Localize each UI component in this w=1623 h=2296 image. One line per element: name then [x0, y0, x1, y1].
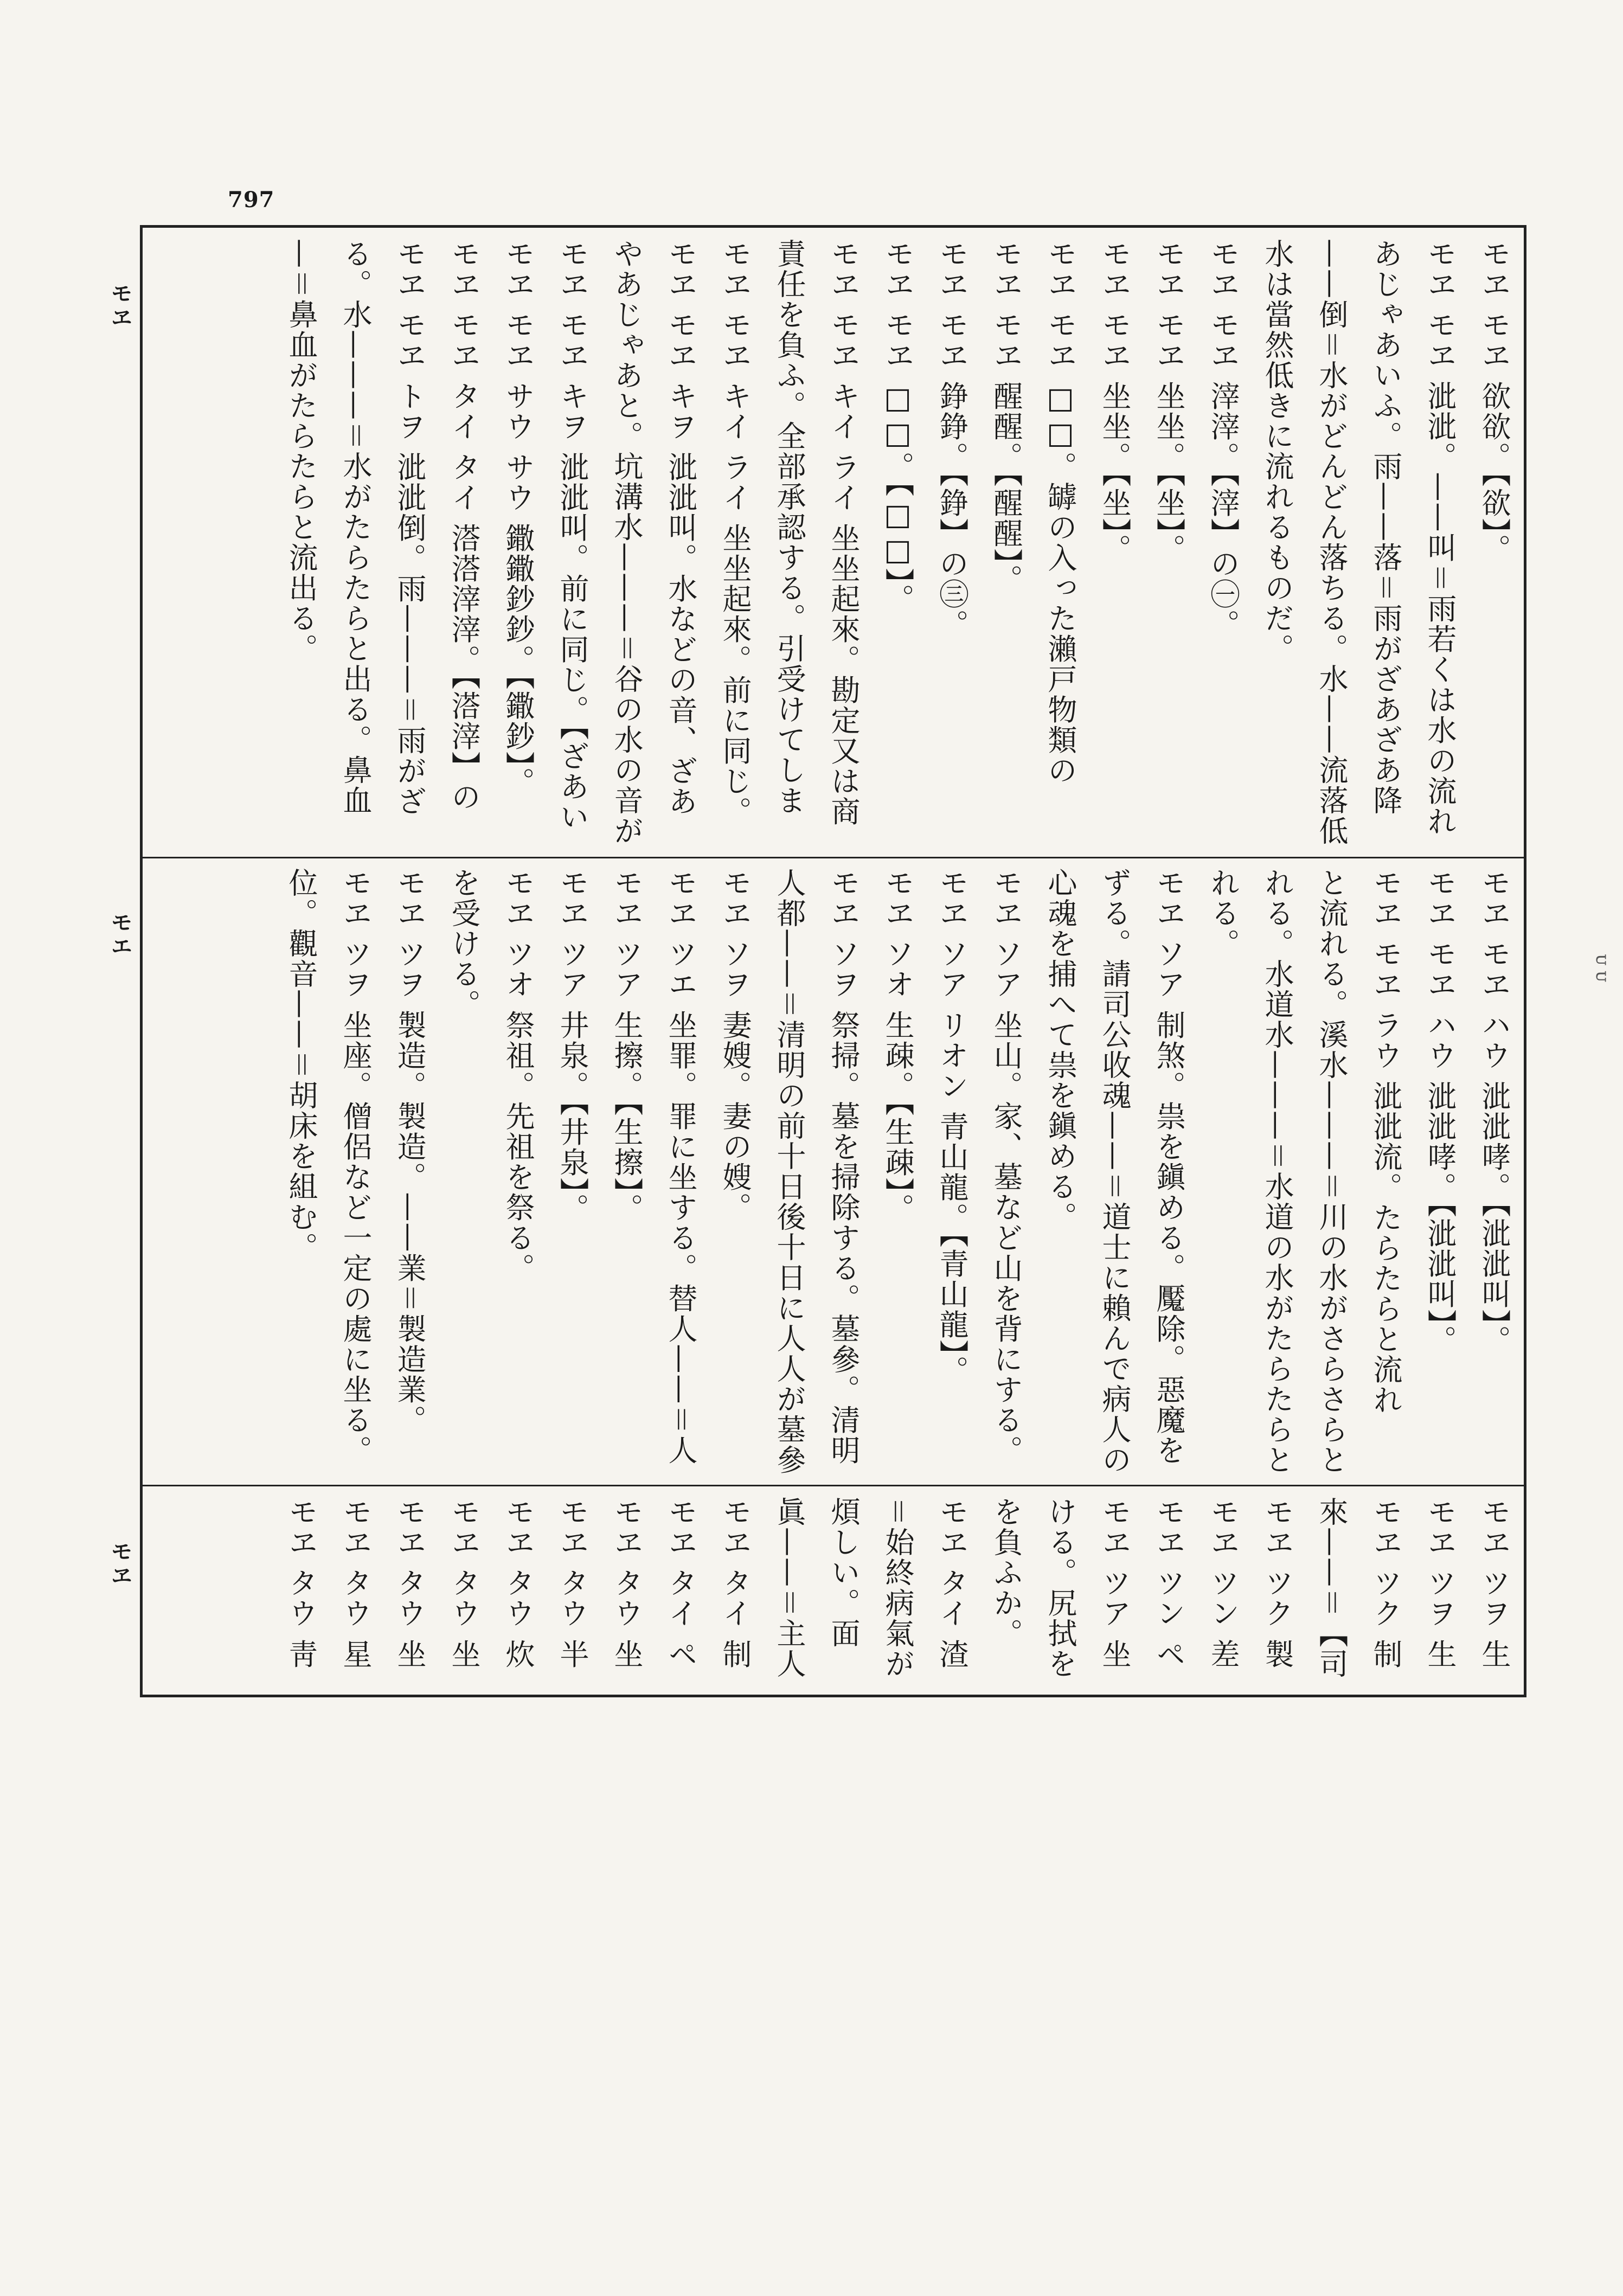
entry-column: モヱ タイ 制	[718, 1497, 752, 1670]
entry-column: モヱ タウ 半	[555, 1497, 589, 1670]
entry-column: モヱ ツク 製	[1260, 1497, 1294, 1670]
entry-column: モヱ モヱ □□。罅の入った瀨戸物類の	[1043, 239, 1077, 786]
entry-column: 人都——＝清明の前十日後十日に人人が墓參	[772, 868, 806, 1475]
section-mark-middle: モエ	[107, 911, 132, 959]
entry-column: ずる。請司公收魂——＝道士に賴んで病人の	[1098, 868, 1132, 1475]
entry-column: ——倒＝水がどんどん落ちる。水——流落低	[1314, 239, 1349, 846]
entry-column: モヱ モヱ 醒醒。【醒醒】。	[989, 239, 1023, 595]
entry-column: モヱ モヱ キイ ライ 坐坐起來。勘定又は商	[826, 239, 861, 827]
entry-column: る。水———＝水がたらたらと出る。鼻血	[338, 239, 373, 816]
entry-column: 心魂を捕へて祟を鎭める。	[1043, 868, 1077, 1232]
entry-band-top	[145, 239, 1521, 846]
entry-column: モヱ ソヲ 祭掃。墓を掃除する。墓參。清明	[826, 868, 861, 1466]
entry-column: モヱ ツヲ 生	[1423, 1497, 1457, 1670]
entry-column: ける。尻拭を	[1043, 1497, 1077, 1679]
entry-column: モヱ モヱ 欲欲。【欲】。	[1477, 239, 1511, 565]
entry-column: 煩しい。面	[826, 1497, 861, 1649]
entry-column: モヱ タウ 坐	[447, 1497, 481, 1670]
entry-column: を受ける。	[447, 868, 481, 1019]
band-divider	[140, 857, 1526, 858]
entry-column: モヱ モヱ 坐坐。【坐】。	[1152, 239, 1186, 565]
entry-column: モヱ ツヲ 生	[1477, 1497, 1511, 1670]
entry-column: モヱ モヱ キイ ライ 坐坐起來。前に同じ。	[718, 239, 752, 827]
entry-column: モヱ ツヲ 坐座。僧侶など一定の處に坐る。	[338, 868, 373, 1466]
margin-mark: ᴜ ᴜ	[1592, 954, 1613, 982]
entry-column: モヱ タイ ペ	[664, 1497, 698, 1670]
entry-column: モヱ ソヲ 妻嫂。妻の嫂。	[718, 868, 752, 1223]
entry-column: モヱ ツオ 祭祖。先祖を祭る。	[501, 868, 535, 1284]
entry-column: モヱ ソオ 生疎。【生疎】。	[881, 868, 915, 1224]
entry-column: モヱ タウ 靑	[284, 1497, 318, 1670]
entry-column: モヱ モヱ タイ タイ 溚溚滓滓。【溚滓】の	[447, 239, 481, 812]
entry-column: モヱ モヱ トヲ 泚泚倒。雨———＝雨がざ	[393, 239, 427, 817]
entry-column: 位。觀音——＝胡床を組む。	[284, 868, 318, 1262]
entry-column: れる。水道水———＝水道の水がたらたらと	[1260, 868, 1294, 1475]
section-mark-top: モヱ	[107, 282, 132, 330]
entry-column: モヱ モヱ キヲ 泚泚叫。前に同じ。【ざあい	[555, 239, 589, 832]
entry-column: モヱ タウ 星	[338, 1497, 373, 1670]
page-number: 797	[228, 187, 275, 213]
entry-column: モヱ ツア 坐	[1098, 1497, 1132, 1670]
entry-column: モヱ ソア リオン 青山龍。【青山龍】。	[935, 868, 969, 1386]
entry-column: 責任を負ふ。全部承認する。引受けてしま	[772, 239, 806, 816]
entry-column: モヱ ソア 坐山。家、墓など山を背にする。	[989, 868, 1023, 1466]
entry-band-middle	[145, 868, 1521, 1475]
entry-column: モヱ ツク 制	[1369, 1497, 1403, 1670]
entry-column: —＝鼻血がたらたらと流出る。	[284, 239, 318, 664]
entry-column: モヱ タウ 炊	[501, 1497, 535, 1670]
entry-column: モヱ ツン ペ	[1152, 1497, 1186, 1670]
entry-column: あじゃあいふ。雨——落＝雨がざあざあ降	[1369, 239, 1403, 816]
entry-column: モヱ タウ 坐	[393, 1497, 427, 1670]
entry-column: モヱ モヱ サウ サウ 鏾鏾鈔鈔。【鏾鈔】。	[501, 239, 535, 798]
entry-column: モヱ モヱ ラウ 泚泚流。たらたらと流れ	[1369, 868, 1403, 1415]
entry-column: モヱ ソア 制煞。祟を鎭める。魘除。惡魔を	[1152, 868, 1186, 1466]
entry-column: れる。	[1206, 868, 1240, 959]
entry-band-bottom	[145, 1497, 1521, 1692]
entry-column: モヱ ツエ 坐罪。罪に坐する。替人——＝人	[664, 868, 698, 1466]
section-mark-bottom: モヱ	[107, 1540, 132, 1588]
entry-column: モヱ モヱ キヲ 泚泚叫。水などの音、ざあ	[664, 239, 698, 817]
band-divider	[140, 1485, 1526, 1486]
entry-column: モヱ ツア 生擦。【生擦】。	[610, 868, 644, 1224]
entry-column: 水は當然低きに流れるものだ。	[1260, 239, 1294, 664]
entry-column: モヱ モヱ 滓滓。【滓】の㊀。	[1206, 239, 1240, 640]
entry-column: モヱ モヱ □□。【□□】。	[881, 239, 915, 614]
entry-column: モヱ モヱ 坐坐。【坐】。	[1098, 239, 1132, 565]
entry-column: モヱ ツア 井泉。【井泉】。	[555, 868, 589, 1224]
entry-column: モヱ モヱ ハウ 泚泚哮。【泚泚叫】。	[1423, 868, 1457, 1356]
entry-column: モヱ モヱ 錚錚。【錚】の㊂。	[935, 239, 969, 640]
entry-column: ＝始終病氣が	[881, 1497, 915, 1679]
entry-column: モヱ モヱ ハウ 泚泚哮。【泚泚叫】。	[1477, 868, 1511, 1356]
entry-column: 眞——＝主人	[772, 1497, 806, 1679]
entry-column: モヱ タウ 坐	[610, 1497, 644, 1670]
entry-column: と流れる。溪水———＝川の水がさらさらと	[1314, 868, 1349, 1475]
entry-column: やあじゃあと。坑溝水———＝谷の水の音が	[610, 239, 644, 846]
entry-column: モヱ ツヲ 製造。製造。——業＝製造業。	[393, 868, 427, 1435]
entry-column: モヱ モヱ 泚泚。——叫＝雨若くは水の流れ	[1423, 239, 1457, 837]
entry-column: モヱ タイ 渣	[935, 1497, 969, 1670]
entry-column: を負ふか。	[989, 1497, 1023, 1649]
entry-column: モヱ ツン 差	[1206, 1497, 1240, 1670]
entry-column: 來——＝【司	[1314, 1497, 1349, 1679]
